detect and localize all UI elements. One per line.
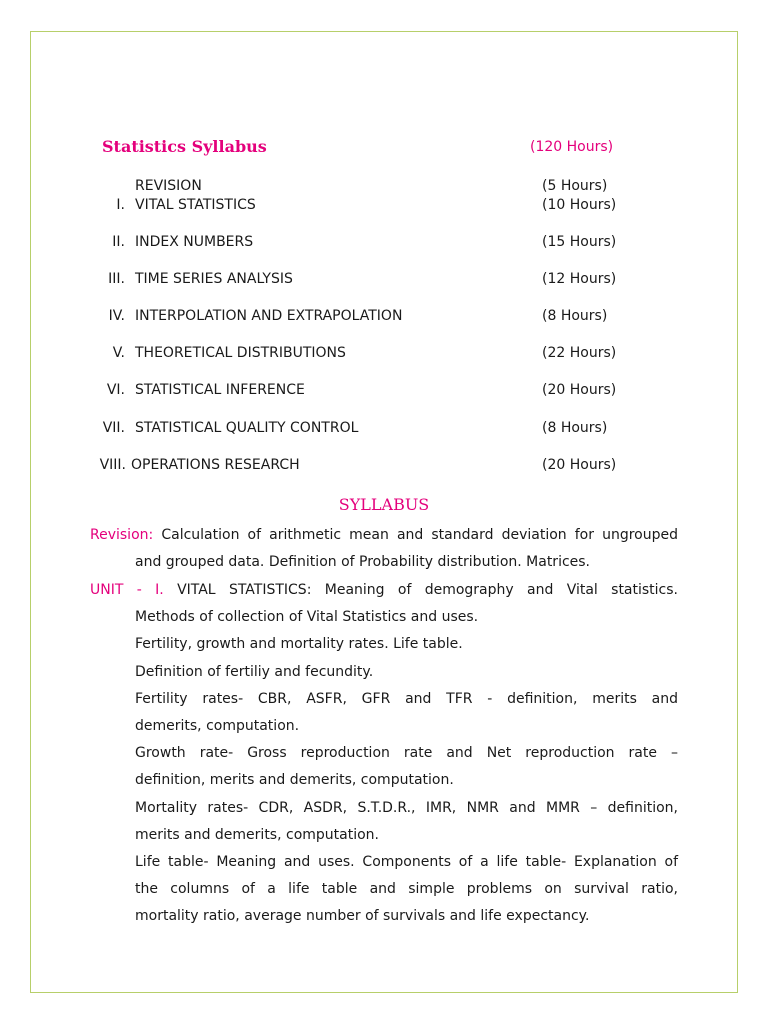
toc-row — [0, 420, 768, 440]
toc-row — [0, 178, 768, 198]
unit-1-line: mortality ratio, average number of survivals and life expectancy. — [135, 908, 590, 925]
toc-hours: (20 Hours) — [542, 382, 617, 398]
toc-topic: INDEX NUMBERS — [135, 234, 254, 250]
toc-topic: INTERPOLATION AND EXTRAPOLATION — [135, 308, 403, 324]
unit-1-line: the columns of a life table and simple problems on survival ratio, — [135, 881, 678, 898]
toc-hours: (10 Hours) — [542, 197, 617, 213]
unit-1-line: Methods of collection of Vital Statistics and uses. — [135, 609, 479, 626]
unit-1-line: Definition of fertiliy and fecundity. — [135, 663, 374, 680]
toc-number: VI. — [106, 382, 125, 398]
unit-1-heading: VITAL STATISTICS: Meaning of demography and Vital statistics. — [177, 582, 679, 598]
toc-row — [0, 197, 768, 217]
unit-1-line: Fertility rates- CBR, ASFR, GFR and TFR - definition, merits and — [135, 690, 678, 707]
toc-row — [0, 345, 768, 365]
toc-hours: (8 Hours) — [542, 420, 608, 436]
toc-topic: OPERATIONS RESEARCH — [131, 457, 300, 473]
toc-hours: (12 Hours) — [542, 271, 617, 287]
unit-1-line: Life table- Meaning and uses. Components of a life table- Explanation of — [135, 854, 678, 871]
toc-number: IV. — [108, 308, 125, 324]
revision-continuation: and grouped data. Definition of Probability distribution. Matrices. — [135, 554, 591, 571]
toc-hours: (22 Hours) — [542, 345, 617, 361]
revision-text: Calculation of arithmetic mean and standard deviation for ungrouped — [161, 527, 679, 543]
unit-1-line: merits and demerits, computation. — [135, 826, 379, 843]
toc-number: II. — [112, 234, 125, 250]
unit-1-section — [90, 577, 678, 931]
revision-section — [90, 522, 678, 576]
toc-number: I. — [116, 197, 125, 213]
toc-topic: STATISTICAL QUALITY CONTROL — [135, 420, 359, 436]
toc-topic: TIME SERIES ANALYSIS — [135, 271, 293, 287]
unit-1-line: demerits, computation. — [135, 718, 300, 735]
toc-topic: THEORETICAL DISTRIBUTIONS — [135, 345, 346, 361]
toc-hours: (8 Hours) — [542, 308, 608, 324]
revision-first-line — [90, 522, 678, 549]
unit-1-line: Mortality rates- CDR, ASDR, S.T.D.R., IMR, NMR and MMR – definition, — [135, 799, 678, 816]
toc-row — [0, 308, 768, 328]
page-title: Statistics Syllabus — [102, 137, 267, 156]
unit-1-first-line — [90, 577, 678, 604]
toc-hours: (15 Hours) — [542, 234, 617, 250]
toc-row — [0, 382, 768, 402]
toc-topic: VITAL STATISTICS — [135, 197, 256, 213]
toc-number: V. — [112, 345, 125, 361]
toc-topic: REVISION — [135, 178, 202, 194]
toc-number: VII. — [102, 420, 125, 436]
toc-hours: (5 Hours) — [542, 178, 608, 194]
toc-row — [0, 457, 768, 477]
toc-hours: (20 Hours) — [542, 457, 617, 473]
unit-1-line: Growth rate- Gross reproduction rate and Net reproduction rate – — [135, 745, 678, 762]
syllabus-heading: SYLLABUS — [338, 495, 430, 514]
toc-row — [0, 271, 768, 291]
toc-row — [0, 234, 768, 254]
toc-topic: STATISTICAL INFERENCE — [135, 382, 305, 398]
unit-1-line: Fertility, growth and mortality rates. Life table. — [135, 636, 463, 653]
toc-number: VIII. — [99, 457, 126, 473]
toc-number: III. — [108, 271, 125, 287]
revision-label: Revision: — [90, 527, 154, 543]
unit-1-label: UNIT - I. — [90, 582, 164, 598]
total-hours: (120 Hours) — [530, 139, 614, 155]
unit-1-line: definition, merits and demerits, computation. — [135, 772, 454, 789]
